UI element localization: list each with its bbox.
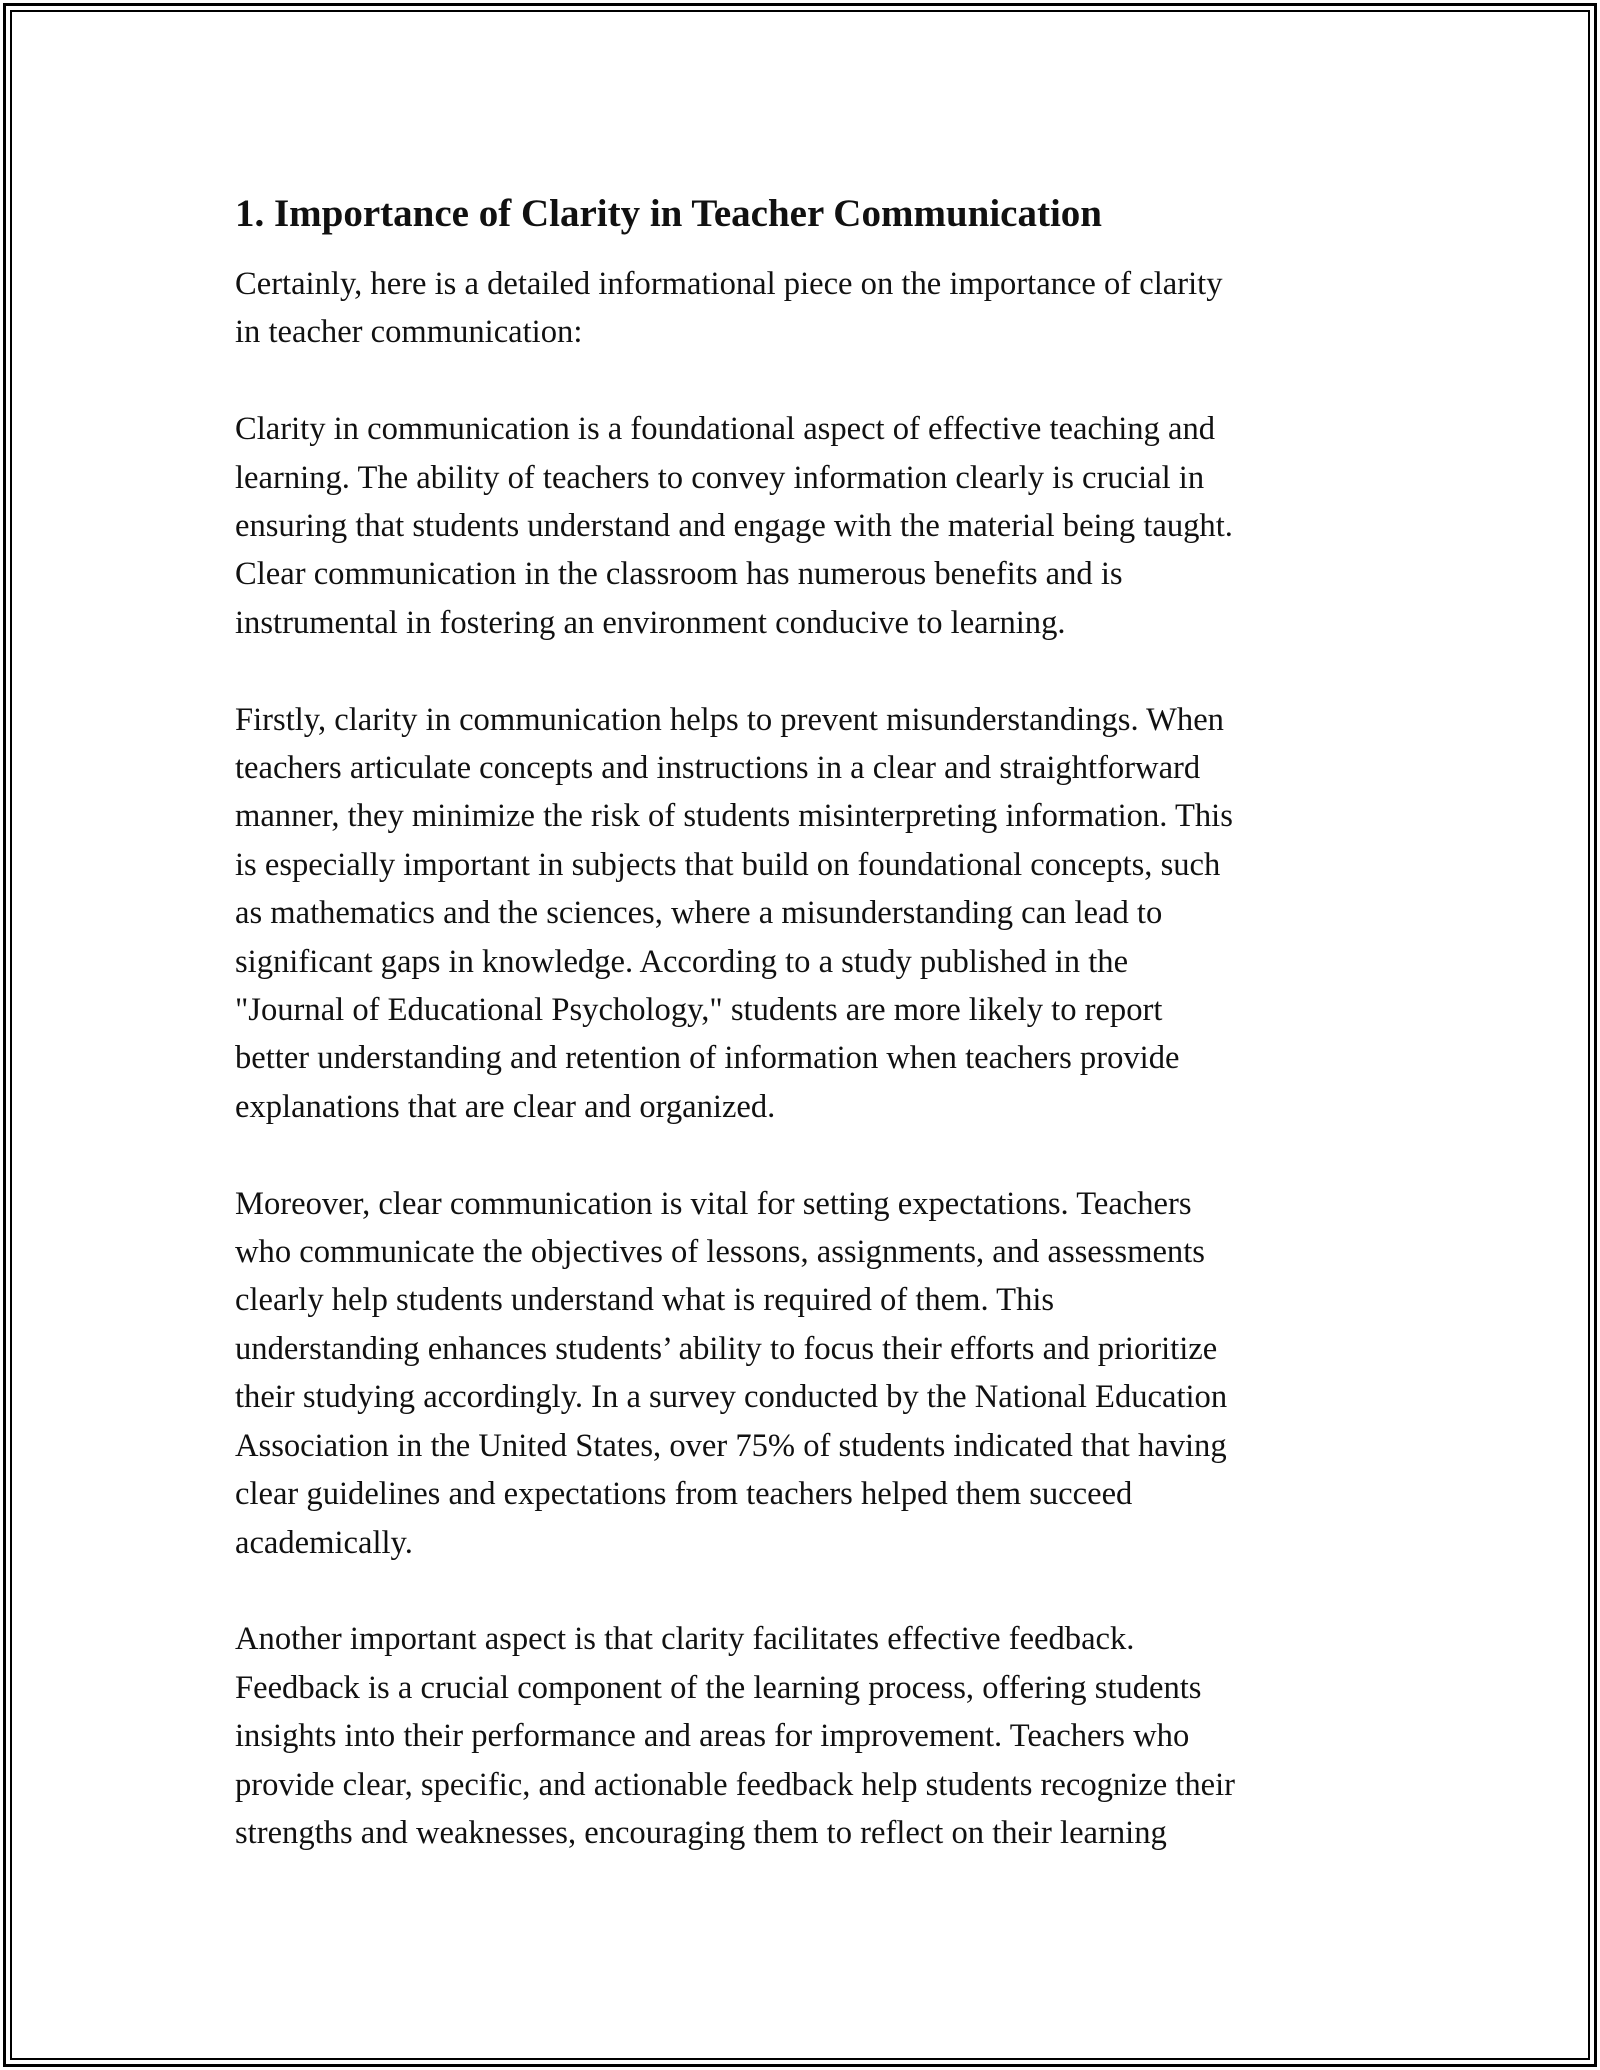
text-line: learning. The ability of teachers to convey information clearly is crucial in <box>235 459 1205 496</box>
text-line: their studying accordingly. In a survey conducted by the National Education <box>235 1379 1228 1416</box>
text-line: Feedback is a crucial component of the learning process, offering students <box>235 1669 1202 1706</box>
document-body <box>235 188 1385 1857</box>
text-line: as mathematics and the sciences, where a misunderstanding can lead to <box>235 895 1163 932</box>
text-line: Another important aspect is that clarity facilitates effective feedback. <box>235 1621 1135 1658</box>
text-line: better understanding and retention of information when teachers provide <box>235 1040 1180 1077</box>
text-line: Association in the United States, over 75% of students indicated that having <box>235 1427 1227 1464</box>
text-line: insights into their performance and areas for improvement. Teachers who <box>235 1718 1190 1755</box>
text-line: who communicate the objectives of lessons, assignments, and assessments <box>235 1234 1205 1271</box>
text-line: Clear communication in the classroom has numerous benefits and is <box>235 556 1123 593</box>
text-line: manner, they minimize the risk of students misinterpreting information. This <box>235 798 1233 835</box>
text-line: teachers articulate concepts and instructions in a clear and straightforward <box>235 750 1201 787</box>
text-line: Moreover, clear communication is vital for setting expectations. Teachers <box>235 1185 1192 1222</box>
text-line: Certainly, here is a detailed informational piece on the importance of clarity <box>235 266 1223 302</box>
text-line: in teacher communication: <box>235 314 583 351</box>
text-line: significant gaps in knowledge. According to a study published in the <box>235 943 1129 980</box>
text-line: explanations that are clear and organized. <box>235 1088 776 1125</box>
paragraph-clarity-foundation <box>235 405 1385 647</box>
text-line: academically. <box>235 1524 413 1561</box>
section-heading: 1. Importance of Clarity in Teacher Communication <box>235 192 1102 235</box>
text-line: provide clear, specific, and actionable feedback help students recognize their <box>235 1766 1236 1803</box>
text-line: clear guidelines and expectations from teachers helped them succeed <box>235 1476 1133 1513</box>
text-line: understanding enhances students’ ability to focus their efforts and prioritize <box>235 1330 1218 1367</box>
text-line: instrumental in fostering an environment conducive to learning. <box>235 604 1066 641</box>
paragraph-misunderstandings <box>235 696 1385 1132</box>
text-line: is especially important in subjects that build on foundational concepts, such <box>235 846 1221 883</box>
text-line: clearly help students understand what is required of them. This <box>235 1282 1055 1319</box>
text-line: strengths and weaknesses, encouraging them to reflect on their learning <box>235 1814 1167 1851</box>
text-line: ensuring that students understand and engage with the material being taught. <box>235 508 1233 545</box>
paragraph-intro <box>235 260 1385 357</box>
text-line: "Journal of Educational Psychology," students are more likely to report <box>235 992 1163 1029</box>
text-line: Clarity in communication is a foundational aspect of effective teaching and <box>235 411 1216 448</box>
paragraph-feedback <box>235 1615 1385 1857</box>
paragraph-expectations <box>235 1180 1385 1567</box>
text-line: Firstly, clarity in communication helps to prevent misunderstandings. When <box>235 701 1224 738</box>
